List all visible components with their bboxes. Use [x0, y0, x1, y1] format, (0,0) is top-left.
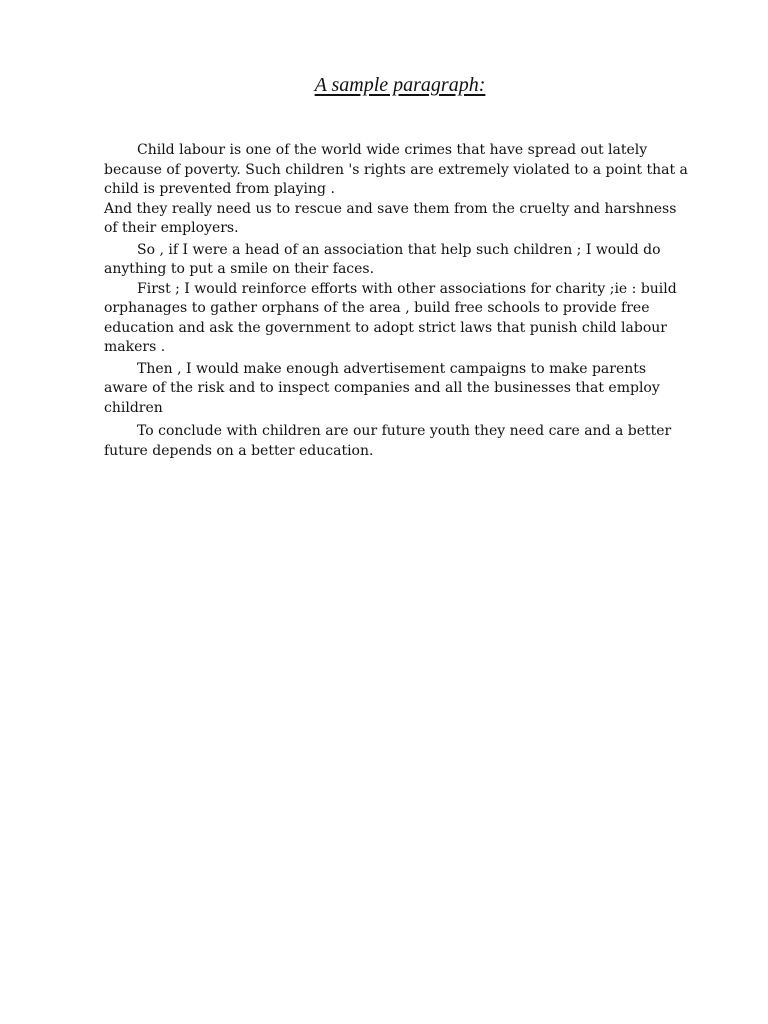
paragraph-4: First ; I would reinforce efforts with other associations for charity ;ie : build orphanages to gather orphans of the area , build free schools to provide free education and ask the government to adopt strict laws that punish child labour makers . — [104, 280, 677, 355]
paragraph-6: To conclude with children are our future youth they need care and a better future depends on a better education. — [104, 423, 672, 459]
paragraph-1: Child labour is one of the world wide crimes that have spread out lately because of poverty. Such children 's rights are extremely violated to a point that a child is prevented from playing . — [104, 142, 688, 197]
paragraph-3: So , if I were a head of an association that help such children ; I would do anything to put a smile on their faces. — [104, 241, 661, 277]
document-body — [104, 141, 689, 461]
paragraph-5: Then , I would make enough advertisement campaigns to make parents aware of the risk and to inspect companies and all the businesses that employ children — [104, 360, 660, 416]
document-title: A sample paragraph: — [314, 74, 486, 96]
paragraph-2: And they really need us to rescue and save them from the cruelty and harshness of their employers. — [104, 200, 677, 236]
